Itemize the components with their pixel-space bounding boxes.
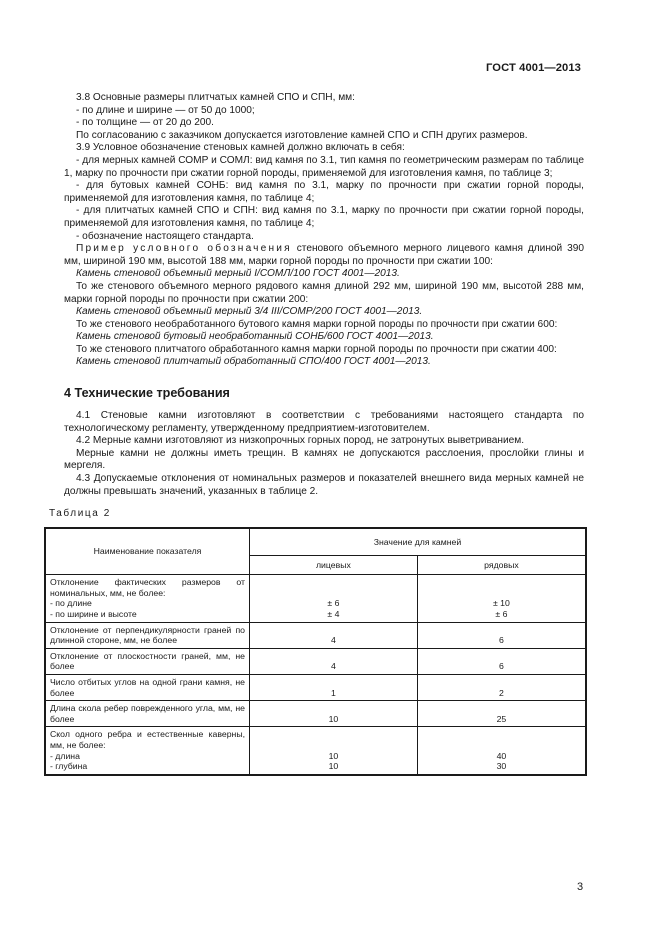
cell-row: 6 bbox=[417, 622, 586, 648]
cell-row: ± 10 ± 6 bbox=[417, 575, 586, 622]
paragraph: - по толщине — от 20 до 200. bbox=[76, 117, 214, 129]
page-content bbox=[49, 92, 585, 776]
cell-name: Скол одного ребра и естественные каверны, мм, не более: - длина - глубина bbox=[45, 727, 250, 775]
example-text: стенового объемного мерного лицевого камня длиной 390 мм, шириной 190 мм, высотой 188 мм, марки горной породы по прочности при сжатии 100: bbox=[64, 243, 585, 267]
cell-name: Отклонение от перпендикулярности граней по длинной стороне, мм, не более bbox=[45, 622, 250, 648]
cell-row: 25 bbox=[417, 701, 586, 727]
paragraph: - обозначение настоящего стандарта. bbox=[76, 230, 254, 242]
paragraph: 3.9 Условное обозначение стеновых камней должно включать в себя: bbox=[76, 142, 405, 154]
table-2 bbox=[44, 527, 587, 776]
example-line: То же стенового необработанного бутового камня марки горной породы по прочности при сжатии 600: bbox=[76, 318, 558, 330]
example-line: Камень стеновой бутовый необработанный СОНБ/600 ГОСТ 4001—2013. bbox=[76, 331, 434, 343]
cell-row: 2 bbox=[417, 674, 586, 700]
paragraph: По согласованию с заказчиком допускается изготовление камней СПО и СПН других размеров. bbox=[76, 129, 528, 141]
cell-row: 40 30 bbox=[417, 727, 586, 775]
table-row bbox=[45, 622, 586, 648]
column-header-face: лицевых bbox=[250, 556, 418, 575]
page-number: 3 bbox=[577, 881, 584, 893]
example-line: Камень стеновой объемный мерный 3/4 III/СОМР/200 ГОСТ 4001—2013. bbox=[76, 306, 423, 318]
column-header-row: рядовых bbox=[417, 556, 586, 575]
table-body bbox=[45, 575, 586, 775]
section-title: 4 Технические требования bbox=[64, 386, 230, 401]
paragraph: 4.2 Мерные камни изготовляют из низкопрочных горных пород, не затронутых выветриванием. bbox=[76, 435, 525, 447]
example-line: То же стенового плитчатого обработанного камня марки горной породы по прочности при сжатии 400: bbox=[76, 343, 557, 355]
cell-face: 10 10 bbox=[250, 727, 418, 775]
table-row bbox=[45, 575, 586, 622]
cell-face: ± 6 ± 4 bbox=[250, 575, 418, 622]
table-row bbox=[45, 674, 586, 700]
table-row bbox=[45, 648, 586, 674]
paragraph: - для мерных камней СОМР и СОМЛ: вид камня по 3.1, тип камня по геометрическим размерам по таблице 1, марку по прочности при сжатии горной породы, применяемой для изготовления камня, по таблице 3; bbox=[64, 154, 584, 179]
table-caption: Таблица 2 bbox=[49, 508, 111, 520]
table-row bbox=[45, 701, 586, 727]
example-label: Пример условного обозначения bbox=[76, 243, 292, 255]
cell-face: 4 bbox=[250, 622, 418, 648]
paragraph: 4.1 Стеновые камни изготовляют в соответствии с требованиями настоящего стандарта по технологическому регламенту, утвержденному предприятием-изготовителем. bbox=[64, 410, 584, 434]
designation-examples bbox=[64, 268, 584, 369]
paragraph: 3.8 Основные размеры плитчатых камней СПО и СПН, мм: bbox=[76, 92, 355, 103]
paragraph: Мерные камни не должны иметь трещин. В камнях не допускаются расслоения, прослойки глины и мергеля. bbox=[64, 447, 584, 472]
document-header: ГОСТ 4001—2013 bbox=[485, 62, 581, 74]
table-row bbox=[45, 727, 586, 775]
paragraph: - для плитчатых камней СПО и СПН: вид камня по 3.1, марку по прочности при сжатии горной породы, применяемой для изготовления камня, по таблице 4; bbox=[64, 205, 584, 229]
column-header-name: Наименование показателя bbox=[45, 528, 250, 575]
cell-face: 10 bbox=[250, 701, 418, 727]
example-line: Камень стеновой объемный мерный I/СОМЛ/100 ГОСТ 4001—2013. bbox=[76, 268, 400, 280]
section-3-paragraphs bbox=[64, 92, 584, 243]
cell-name: Длина скола ребер поврежденного угла, мм, не более bbox=[45, 701, 250, 727]
example-line: То же стенового объемного мерного рядового камня длиной 292 мм, шириной 190 мм, высотой 288 мм, марки горной породы по прочности при сжатии 200: bbox=[64, 280, 584, 305]
column-header-group: Значение для камней bbox=[250, 528, 587, 556]
cell-face: 4 bbox=[250, 648, 418, 674]
paragraph: - для бутовых камней СОНБ: вид камня по 3.1, марку по прочности при сжатии горной породы, применяемой для изготовления камня, по таблице 4; bbox=[64, 180, 584, 204]
cell-name: Отклонение от плоскостности граней, мм, не более bbox=[45, 648, 250, 674]
cell-name: Отклонение фактических размеров от номинальных, мм, не более: - по длине - по ширине и высоте bbox=[45, 575, 250, 622]
cell-name: Число отбитых углов на одной грани камня, не более bbox=[45, 674, 250, 700]
section-4-paragraphs bbox=[64, 410, 584, 498]
example-line: Камень стеновой плитчатый обработанный СПО/400 ГОСТ 4001—2013. bbox=[76, 356, 431, 368]
cell-face: 1 bbox=[250, 674, 418, 700]
paragraph: 4.3 Допускаемые отклонения от номинальных размеров и показателей внешнего вида мерных камней не должны превышать значений, указанных в таблице 2. bbox=[64, 473, 584, 497]
paragraph: - по длине и ширине — от 50 до 1000; bbox=[76, 104, 255, 116]
example-paragraph bbox=[64, 243, 584, 268]
cell-row: 6 bbox=[417, 648, 586, 674]
